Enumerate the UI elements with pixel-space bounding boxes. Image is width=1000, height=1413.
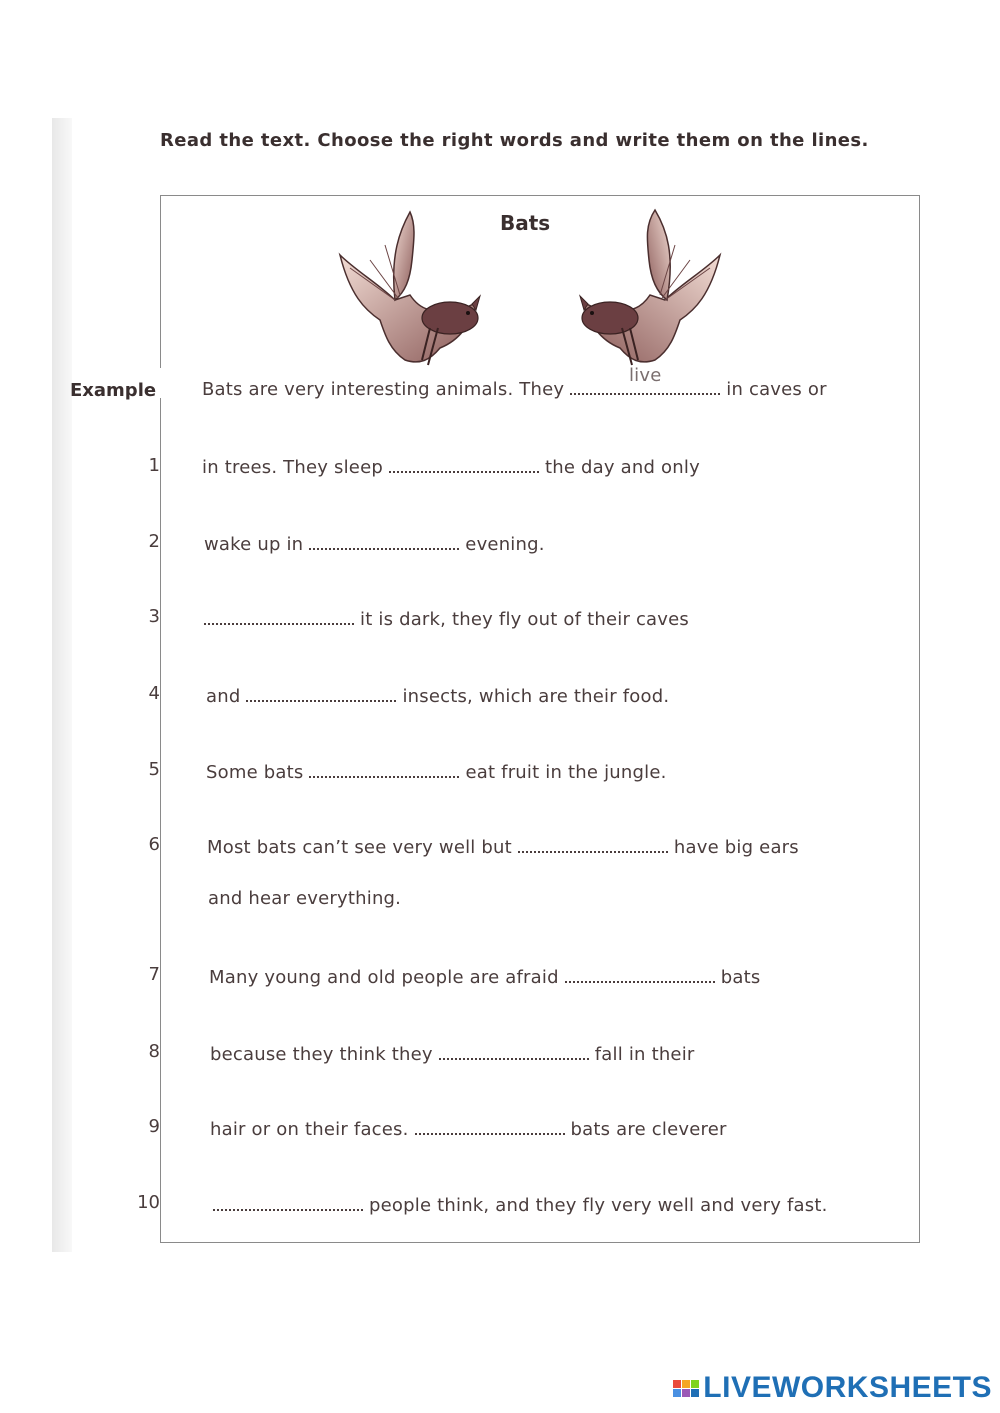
item-2-answer-blank[interactable] <box>309 530 459 550</box>
logo-mark-icon <box>673 1380 699 1397</box>
bat-right-illustration <box>575 200 750 370</box>
item-2-sentence <box>204 530 545 555</box>
item-1-sentence <box>202 453 700 478</box>
item-2-after: evening. <box>465 534 545 555</box>
item-5-answer-blank[interactable] <box>309 758 459 778</box>
example-text-after: in caves or <box>726 379 827 400</box>
item-1-before: in trees. They sleep <box>202 457 383 478</box>
item-9-before: hair or on their faces. <box>210 1119 409 1140</box>
item-number: 9 <box>148 1116 160 1137</box>
item-8-after: fall in their <box>594 1044 695 1065</box>
item-7-after: bats <box>720 967 761 988</box>
item-1-answer-blank[interactable] <box>389 453 539 473</box>
logo-square <box>691 1380 699 1388</box>
item-9-after: bats are cleverer <box>570 1119 727 1140</box>
item-6-before: Most bats can’t see very well but <box>207 837 512 858</box>
example-label: Example <box>70 380 157 401</box>
item-7-sentence <box>209 963 760 988</box>
item-3-after: it is dark, they fly out of their caves <box>360 609 689 630</box>
item-number: 10 <box>137 1192 160 1213</box>
item-8-before: because they think they <box>210 1044 433 1065</box>
item-9-sentence <box>210 1115 727 1140</box>
item-3-answer-blank[interactable] <box>204 605 354 625</box>
item-6-answer-blank[interactable] <box>518 833 668 853</box>
item-6-sentence <box>207 833 799 858</box>
item-number: 3 <box>148 606 160 627</box>
item-number: 4 <box>148 683 160 704</box>
item-4-before: and <box>206 686 241 707</box>
item-number: 5 <box>148 759 160 780</box>
logo-square <box>673 1389 681 1397</box>
item-number: 2 <box>148 531 160 552</box>
example-text-before: Bats are very interesting animals. They <box>202 379 565 400</box>
example-answer-blank <box>570 365 720 395</box>
item-7-before: Many young and old people are afraid <box>209 967 559 988</box>
example-answer: live <box>628 365 662 386</box>
item-5-after: eat fruit in the jungle. <box>465 762 667 783</box>
item-number: 7 <box>148 964 160 985</box>
item-6-after: have big ears <box>673 837 799 858</box>
logo-square <box>682 1380 690 1388</box>
item-1-after: the day and only <box>544 457 700 478</box>
item-number: 8 <box>148 1041 160 1062</box>
logo-square <box>673 1380 681 1388</box>
exercise-frame <box>160 195 920 1243</box>
item-8-sentence <box>210 1040 695 1065</box>
item-3-sentence <box>198 605 689 630</box>
logo-text: LIVEWORKSHEETS <box>703 1371 992 1404</box>
item-6-continuation: and hear everything. <box>208 888 402 909</box>
example-sentence <box>202 365 827 400</box>
item-10-answer-blank[interactable] <box>213 1191 363 1211</box>
item-8-answer-blank[interactable] <box>439 1040 589 1060</box>
item-10-after: people think, and they fly very well and very fast. <box>369 1195 828 1216</box>
item-4-sentence <box>206 682 669 707</box>
instruction-text: Read the text. Choose the right words and write them on the lines. <box>160 130 869 151</box>
item-5-before: Some bats <box>206 762 304 783</box>
frame-gap <box>157 368 165 398</box>
logo-square <box>691 1389 699 1397</box>
item-10-sentence <box>207 1191 828 1216</box>
item-2-before: wake up in <box>204 534 304 555</box>
item-4-after: insects, which are their food. <box>402 686 670 707</box>
page-edge-shadow <box>52 118 72 1252</box>
liveworksheets-logo[interactable] <box>673 1371 992 1405</box>
item-4-answer-blank[interactable] <box>246 682 396 702</box>
item-7-answer-blank[interactable] <box>565 963 715 983</box>
item-9-answer-blank[interactable] <box>415 1115 565 1135</box>
item-number: 1 <box>148 455 160 476</box>
item-5-sentence <box>206 758 667 783</box>
page-title: Bats <box>500 211 551 235</box>
item-number: 6 <box>148 834 160 855</box>
bat-left-illustration <box>310 200 485 370</box>
logo-square <box>682 1389 690 1397</box>
